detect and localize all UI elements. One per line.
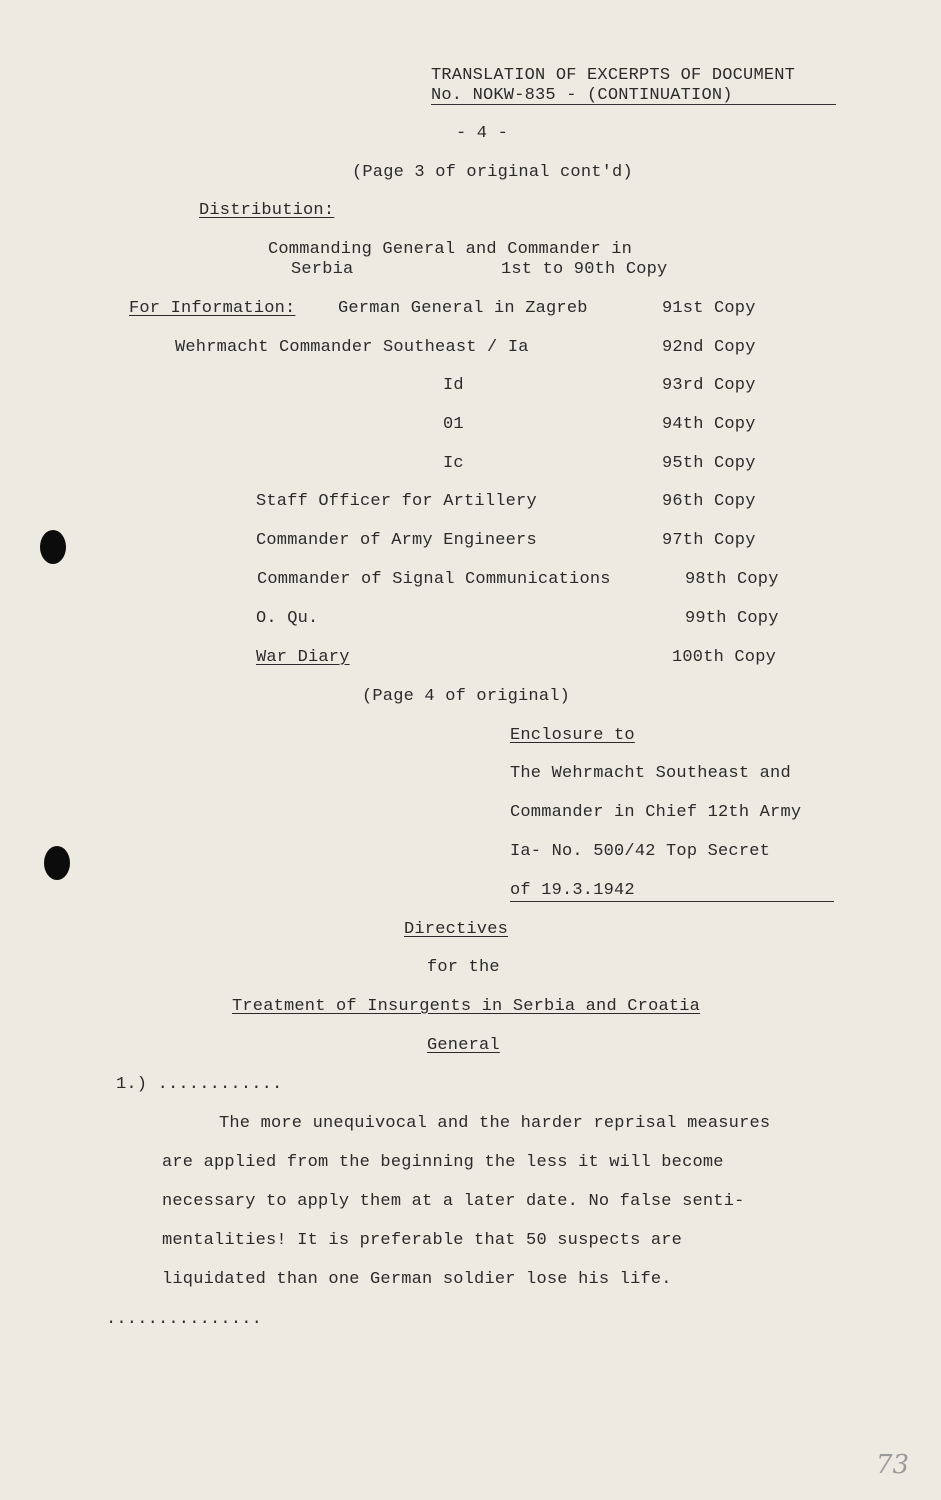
directives-subject: Treatment of Insurgents in Serbia and Croatia <box>232 997 701 1016</box>
header-line-2: No. NOKW-835 - (CONTINUATION) <box>431 86 733 105</box>
body-line-4: mentalities! It is preferable that 50 suspects are <box>162 1231 683 1250</box>
commanding-line-1: Commanding General and Commander in <box>268 240 633 259</box>
copy-number: 97th Copy <box>662 531 756 550</box>
recipient: O. Qu. <box>256 609 319 628</box>
header-line-1: TRANSLATION OF EXCERPTS OF DOCUMENT <box>431 66 796 85</box>
copy-number: 94th Copy <box>662 415 756 434</box>
copy-number: 91st Copy <box>662 299 756 318</box>
directives-title: Directives <box>404 920 509 939</box>
page-3-note: (Page 3 of original cont'd) <box>352 163 633 182</box>
page-4-note: (Page 4 of original) <box>362 687 571 706</box>
copy-number: 96th Copy <box>662 492 756 511</box>
recipient: Staff Officer for Artillery <box>256 492 537 511</box>
for-information-label: For Information: <box>129 299 296 318</box>
trailing-dots: ............... <box>106 1310 263 1329</box>
punch-hole-bottom <box>44 846 70 880</box>
commanding-line-2-right: 1st to 90th Copy <box>501 260 668 279</box>
recipient: Wehrmacht Commander Southeast / Ia <box>175 338 529 357</box>
body-line-1: The more unequivocal and the harder reprisal measures <box>219 1114 771 1133</box>
punch-hole-top <box>40 530 66 564</box>
recipient: German General in Zagreb <box>338 299 588 318</box>
copy-number: 95th Copy <box>662 454 756 473</box>
recipient: Commander of Signal Communications <box>257 570 611 589</box>
copy-number: 93rd Copy <box>662 376 756 395</box>
item-1: 1.) ............ <box>116 1075 283 1094</box>
enclosure-line-2: Commander in Chief 12th Army <box>510 803 802 822</box>
recipient: Id <box>443 376 464 395</box>
body-line-3: necessary to apply them at a later date. No false senti- <box>162 1192 745 1211</box>
body-line-5: liquidated than one German soldier lose his life. <box>162 1270 672 1289</box>
folio-number: 73 <box>876 1450 910 1480</box>
page-number: - 4 - <box>456 124 509 143</box>
copy-number: 98th Copy <box>685 570 779 589</box>
copy-number: 99th Copy <box>685 609 779 628</box>
body-line-2: are applied from the beginning the less it will become <box>162 1153 724 1172</box>
copy-number: 92nd Copy <box>662 338 756 357</box>
distribution-label: Distribution: <box>199 201 335 220</box>
recipient: Ic <box>443 454 464 473</box>
enclosure-line-1: The Wehrmacht Southeast and <box>510 764 791 783</box>
header-underline <box>431 104 836 105</box>
directives-for: for the <box>427 958 500 977</box>
recipient: 01 <box>443 415 464 434</box>
enclosure-line-3: Ia- No. 500/42 Top Secret <box>510 842 771 861</box>
recipient: War Diary <box>256 648 350 667</box>
enclosure-underline <box>510 901 834 902</box>
recipient: Commander of Army Engineers <box>256 531 537 550</box>
commanding-line-2-left: Serbia <box>291 260 354 279</box>
copy-number: 100th Copy <box>672 648 777 667</box>
enclosure-line-4: of 19.3.1942 <box>510 881 635 900</box>
enclosure-title: Enclosure to <box>510 726 635 745</box>
section-general: General <box>427 1036 500 1055</box>
